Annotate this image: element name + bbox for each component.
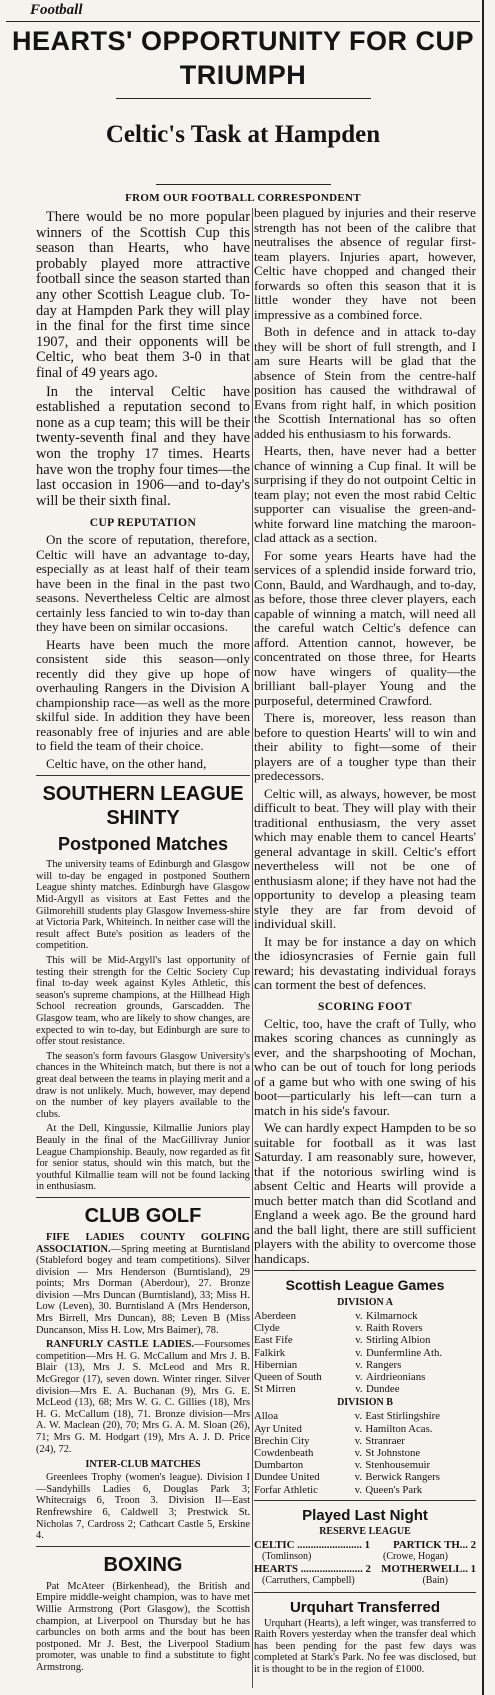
shinty-subheadline: Postponed Matches bbox=[57, 834, 229, 855]
home-team: Alloa bbox=[254, 1410, 278, 1423]
divider bbox=[254, 1500, 476, 1501]
golf-headline: CLUB GOLF bbox=[84, 1204, 202, 1227]
home-scorers: (Tomlinson) bbox=[262, 1551, 312, 1563]
away-team: Airdrieonians bbox=[365, 1371, 426, 1384]
fixture-row bbox=[254, 1334, 476, 1346]
body-paragraph: Celtic, too, have the craft of Tully, who makes scoring chances as cunningly as ever, and the sharpshooting of Mochan, who can be out of touch for long periods of a game but who with one swing of his boot—particularly his left—can turn a match in his side's favour. bbox=[254, 1015, 476, 1118]
scorers-row bbox=[254, 1575, 476, 1587]
fixture-row bbox=[254, 1359, 476, 1371]
home-team: Dumbarton bbox=[254, 1459, 304, 1472]
versus: v. bbox=[355, 1358, 363, 1371]
versus: v. bbox=[354, 1459, 363, 1472]
scorers-row bbox=[254, 1551, 476, 1563]
lead-paragraph: In the interval Celtic have established a reputation second to none as a cup team; this will be their twenty-seventh final and they have won the trophy 17 times. Hearts have won the trophy four times—the last occasion in 1906—and to-day's will be their sixth final. bbox=[36, 383, 250, 509]
body-paragraph: This will be Mid-Argyll's last opportunity of testing their strength for the Celtic Society Cup final to-day week against Kyles Athletic, this season's supreme champions, at the Hillhead High School recreation grounds, Garscadden. The Glasgow team, who are likely to show changes, are expected to win to-day, but Edinburgh are sure to offer stout resistance. bbox=[36, 955, 250, 1048]
versus: v. bbox=[354, 1471, 363, 1484]
away-score: MOTHERWELL.. 1 bbox=[381, 1563, 476, 1576]
fixture-row bbox=[254, 1423, 476, 1435]
fixture-row bbox=[254, 1410, 476, 1422]
division-b-label: DIVISION B bbox=[337, 1397, 393, 1409]
away-team: East Stirlingshire bbox=[365, 1410, 440, 1423]
page-edge-rule bbox=[482, 0, 484, 1695]
reserve-league-label: RESERVE LEAGUE bbox=[319, 1525, 411, 1537]
versus: v. bbox=[355, 1346, 363, 1359]
versus: v. bbox=[355, 1310, 363, 1322]
body-paragraph: There is, moreover, less reason than before to question Hearts' will to win and their ability to fight—some of their players are of a tougher type than their predecessors. bbox=[254, 710, 476, 783]
fixture-row bbox=[254, 1322, 476, 1334]
byline: FROM OUR FOOTBALL CORRESPONDENT bbox=[125, 192, 361, 204]
shinty-body bbox=[36, 859, 250, 1193]
away-team: Rangers bbox=[365, 1358, 402, 1371]
divider bbox=[254, 1270, 476, 1271]
fixture-row bbox=[254, 1471, 476, 1483]
newspaper-page bbox=[6, 0, 480, 1695]
left-column bbox=[36, 210, 250, 1677]
continued-story bbox=[254, 206, 476, 1266]
versus: v. bbox=[355, 1322, 363, 1335]
boxing-body bbox=[36, 1581, 250, 1674]
away-team: Hamilton Acas. bbox=[365, 1422, 433, 1435]
versus: v. bbox=[354, 1483, 363, 1496]
body-paragraph: Celtic will, as always, however, be most difficult to beat. They will play with their traditional enthusiasm, the very asset which may enable them to cancel Hearts' general advantage in skill. Celtic's effort nevertheless will not be one of enthusiasm alone; if they have not had the opportunity to develop a pleasing team style they are far from devoid of individual skill. bbox=[254, 785, 476, 931]
versus: v. bbox=[355, 1383, 363, 1396]
divider bbox=[36, 1546, 250, 1547]
played-last-night-headline: Played Last Night bbox=[302, 1506, 428, 1524]
away-scorers: (Crowe, Hogan) bbox=[383, 1551, 448, 1563]
versus: v. bbox=[354, 1434, 363, 1447]
home-team: Falkirk bbox=[254, 1346, 286, 1359]
section-label: Football bbox=[30, 2, 83, 18]
home-team: Aberdeen bbox=[254, 1310, 296, 1322]
adjacent-column-fragment bbox=[486, 0, 495, 1695]
fixture-row bbox=[254, 1347, 476, 1359]
away-team: Dundee bbox=[365, 1383, 400, 1396]
body-paragraph: The university teams of Edinburgh and Glasgow will to-day be engaged in postponed Southern League shinty matches. Edinburgh have Glasgow Mid-Argyll as visitors at East Fettes and the Gilmorehill students play Glasgow Inverness-shire at Victoria Park, Whiteinch. In neither case will the result affect Bute's position as leaders of the competition. bbox=[36, 859, 250, 952]
urquhart-headline: Urquhart Transferred bbox=[289, 1598, 441, 1616]
away-team: Stenhousemuir bbox=[365, 1459, 431, 1472]
home-team: Cowdenbeath bbox=[254, 1447, 314, 1460]
headline-rule bbox=[116, 98, 371, 99]
column-separator bbox=[252, 208, 253, 1688]
body-paragraph: Urquhart (Hearts), a left winger, was transferred to Raith Rovers yesterday when the transfer deal which has been pending for the past few days was completed at Stark's Park. No fee was disclosed, but it is thought to be in the region of £1000. bbox=[254, 1617, 476, 1676]
home-team: Forfar Athletic bbox=[254, 1483, 318, 1496]
home-team: Ayr United bbox=[254, 1422, 302, 1435]
body-paragraph: Hearts, then, have never had a better chance of winning a Cup final. It will be surprising if they do not outpoint Celtic in team play; not even the most rabid Celtic supporter can visualise the green-and-white forward line matching the maroon-clad attack as a section. bbox=[254, 443, 476, 545]
away-team: Berwick Rangers bbox=[365, 1471, 440, 1484]
body-paragraph bbox=[36, 1339, 250, 1455]
division-b-fixtures bbox=[254, 1410, 476, 1495]
body-paragraph: Both in defence and in attack to-day they will be short of full strength, and I am sure Hearts will be glad that the absence of Stein from the centre-half position has caused the withdrawal of Evans from right half, in which position the Scottish International has so often added his enthusiasm to his forwards. bbox=[254, 324, 476, 441]
deck-headline: Celtic's Task at Hampden bbox=[105, 121, 381, 148]
result-row bbox=[254, 1563, 476, 1575]
body-paragraph: Celtic have, on the other hand, bbox=[46, 755, 207, 771]
urquhart-body bbox=[254, 1618, 476, 1676]
versus: v. bbox=[354, 1422, 363, 1435]
versus: v. bbox=[354, 1410, 363, 1423]
boxing-headline: BOXING bbox=[103, 1553, 183, 1576]
body-paragraph: On the score of reputation, therefore, Celtic will have an advantage to-day, especially as at least half of their team have been in the final in the past two seasons. Nevertheless Celtic are almost certainly less fancied to win to-day than they have been on similar occasions. bbox=[36, 532, 250, 635]
away-team: Stirling Albion bbox=[365, 1334, 431, 1347]
body-paragraph: Greenlees Trophy (women's league). Division I—Sandyhills Ladies 6, Douglas Park 3; Whitecraigs 6, Troon 3. Division II—East Renfrewshire 6, Caldwell 3; Prestwick St. Nicholas 7, Cardross 2; Cathcart Castle 5, Erskine 4. bbox=[36, 1472, 250, 1542]
fixture-row bbox=[254, 1484, 476, 1496]
body-paragraph: For some years Hearts have had the services of a splendid inside forward trio, Conn, Bauld, and Wardhaugh, and to-day, as before, those three clever players, each capable of winning a match, will need all the careful watch Celtic's defence can afford. Attention cannot, however, be concentrated on those three, for Hearts now have wingers of quality—the brilliant ball-player Young and the purposeful, determined Crawford. bbox=[254, 547, 476, 708]
golf-body bbox=[36, 1232, 250, 1542]
home-team: Hibernian bbox=[254, 1358, 298, 1371]
golf-result-text: —Foursomes competition—Mrs H. G. McCallum and Mrs J. B. Blair (13), Mrs J. S. McLeod and Mrs R. McGregor (17), seven down. Winter ringer. Silver division—Mrs E. A. Buchanan (9), Mrs G. E. McLeod (13), 68; Mrs W. G. C. Gillies (18), Mrs H. G. McCallum (18), 71. Bronze division—Mrs A. W. Maclean (20), 70; Mrs G. A. M. Sloan (26), 71; Mrs G. M. Hodgart (19), Mrs A. J. D. Price (24), 72. bbox=[36, 1339, 250, 1455]
deck-rule bbox=[156, 184, 331, 185]
top-rule bbox=[6, 21, 480, 22]
league-games-headline: Scottish League Games bbox=[285, 1277, 445, 1293]
division-a-label: DIVISION A bbox=[337, 1297, 393, 1308]
subhead-scoring-foot: SCORING FOOT bbox=[318, 1000, 412, 1013]
away-team: Kilmarnock bbox=[365, 1310, 418, 1322]
divider bbox=[36, 775, 250, 776]
away-team: Raith Rovers bbox=[365, 1322, 423, 1335]
fixture-row bbox=[254, 1435, 476, 1447]
away-team: Queen's Park bbox=[365, 1483, 423, 1496]
body-paragraph: Pat McAteer (Birkenhead), the British and Empire middle-weight champion, was to have met Willie Armstrong (Port Glasgow), the Scottish champion, at Liverpool on Thursday but he has carbuncles on both arms and the bout has been postponed. Mr J. Best, the Liverpool Stadium promoter, was unable to find a substitute to fight Armstrong. bbox=[36, 1580, 250, 1673]
main-headline: HEARTS' OPPORTUNITY FOR CUP TRIUMPH bbox=[12, 26, 474, 90]
versus: v. bbox=[355, 1371, 363, 1384]
fixture-row bbox=[254, 1371, 476, 1383]
result-row bbox=[254, 1539, 476, 1551]
body-paragraph: We can hardly expect Hampden to be so suitable for football as it was last Saturday. I am reasonably sure, however, that if the notorious swirling wind is absent Celtic and Hearts will provide a much better match than did Scotland and England a week ago. Be the ground hard and the ball light, there are still sufficient players with the ability to overcome those handicaps. bbox=[254, 1120, 476, 1266]
division-a-fixtures bbox=[254, 1310, 476, 1395]
fixture-row bbox=[254, 1447, 476, 1459]
lead-paragraph: There would be no more popular winners of the Scottish Cup this season than Hearts, who have probably played more attractive football since the season started than any other Scottish League club. To-day at Hampden Park they will play in the final for the first time since 1907, and their opponents will be Celtic, who beat them 3-0 in that final of 49 years ago. bbox=[36, 209, 250, 381]
body-paragraph: It may be for instance a day on which the idiosyncrasies of Fernie gain full reward; his devastating individual forays can torment the best of defences. bbox=[254, 933, 476, 992]
subhead-cup-reputation: CUP REPUTATION bbox=[89, 517, 197, 530]
fixture-row bbox=[254, 1459, 476, 1471]
fixture-row bbox=[254, 1310, 476, 1322]
subhead-inter-club: INTER-CLUB MATCHES bbox=[85, 1459, 201, 1471]
away-team: Stranraer bbox=[365, 1434, 405, 1447]
away-score: PARTICK TH... 2 bbox=[393, 1538, 476, 1551]
away-scorers: (Bain) bbox=[422, 1575, 448, 1587]
golf-club-label: RANFURLY CASTLE LADIES. bbox=[46, 1339, 194, 1351]
body-paragraph: been plagued by injuries and their reserve strength has not been of the calibre that neutralises the absence of regular first-team players. Injuries apart, however, Celtic have chopped and changed their forwards so often this season that it is little wonder they have not been impressive as a combined force. bbox=[254, 205, 476, 322]
home-team: Brechin City bbox=[254, 1434, 310, 1447]
body-paragraph: Hearts have been much the more consistent side this season—only recently did they give up hope of overhauling Rangers in the Division A championship race—as well as the more skilful side. In addition they have been reasonably free of injuries and are able to field the team of their choice. bbox=[36, 636, 250, 754]
home-scorers: (Carruthers, Campbell) bbox=[262, 1575, 355, 1587]
divider bbox=[254, 1592, 476, 1593]
cup-reputation-body bbox=[36, 533, 250, 771]
away-team: St Johnstone bbox=[365, 1447, 421, 1460]
home-team: East Fife bbox=[254, 1334, 293, 1347]
golf-club-label: FIFE LADIES COUNTY GOLFING ASSOCIATION. bbox=[36, 1231, 250, 1255]
right-column bbox=[254, 206, 476, 1679]
home-team: Dundee United bbox=[254, 1471, 320, 1484]
home-score: CELTIC ........................ 1 bbox=[254, 1538, 370, 1551]
reserve-results bbox=[254, 1539, 476, 1588]
golf-result-text: —Spring meeting at Burntisland (Stableford bogey and team competitions). Silver division — Mrs Henderson (Burntisland), 29 points; Mrs Dorman (Aberdour), 27. Bronze division —Mrs Duncan (Burntisland), 33; Miss H. Low (Leven), 30. Burntisland A (Mrs Henderson, Mrs Birrell, Mrs Duncan), 88; Leven B (Miss Duncanson, Miss H. Low, Mrs Baimer), 78. bbox=[36, 1243, 250, 1336]
body-paragraph: At the Dell, Kingussie, Kilmallie Juniors play Beauly in the final of the MacGillivray Junior League Championship. Beauly, now regarded as fit for senior status, should win this match, but the youthful Kilmallie team will not be found lacking in enthusiasm. bbox=[36, 1123, 250, 1193]
away-team: Dunfermline Ath. bbox=[365, 1346, 443, 1359]
versus: v. bbox=[354, 1447, 363, 1460]
shinty-headline: SOUTHERN LEAGUE SHINTY bbox=[42, 783, 244, 830]
body-paragraph bbox=[36, 1232, 250, 1336]
versus: v. bbox=[355, 1334, 363, 1347]
home-team: Queen of South bbox=[254, 1371, 322, 1384]
body-paragraph: The season's form favours Glasgow University's chances in the Whiteinch match, but there is not a great deal between the teams in playing merit and a draw is not unlikely. Much, however, may depend on the number of key players available to the clubs. bbox=[36, 1050, 250, 1120]
lead-story bbox=[36, 210, 250, 509]
home-team: Clyde bbox=[254, 1322, 280, 1335]
fixture-row bbox=[254, 1383, 476, 1395]
home-team: St Mirren bbox=[254, 1383, 296, 1396]
home-score: HEARTS ....................... 2 bbox=[254, 1563, 371, 1576]
divider bbox=[36, 1197, 250, 1198]
